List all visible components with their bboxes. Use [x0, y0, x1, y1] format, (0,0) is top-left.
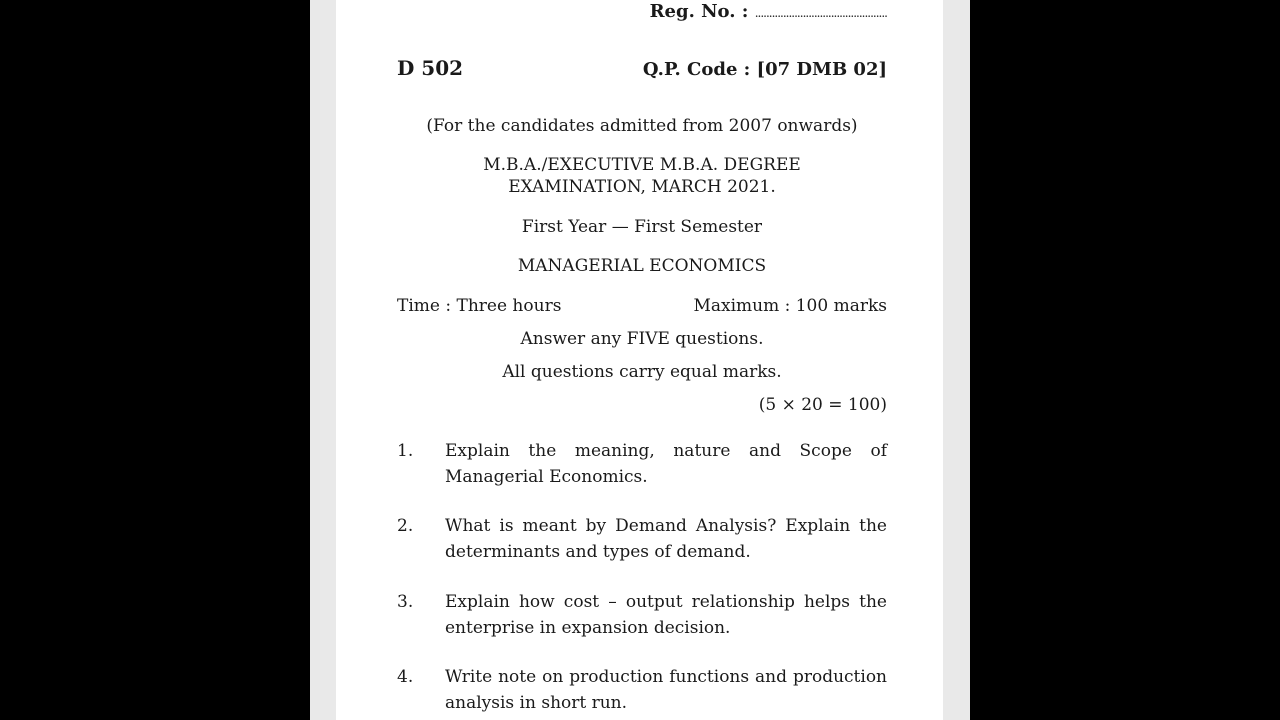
question-number: 1.: [397, 441, 414, 461]
question-4-line2: analysis in short run.: [445, 693, 628, 713]
question-2-line2: determinants and types of demand.: [445, 542, 751, 562]
admission-note: (For the candidates admitted from 2007 onwards): [426, 116, 858, 136]
maximum-marks: Maximum : 100 marks: [693, 296, 887, 316]
question-number: 4.: [397, 667, 414, 687]
degree-title-line1: M.B.A./EXECUTIVE M.B.A. DEGREE: [483, 155, 801, 175]
reg-no-blank: ...............................................: [754, 6, 887, 20]
paper-code: D 502: [397, 56, 464, 80]
reg-no-label: Reg. No. :: [649, 1, 749, 22]
instruction-equal-marks: All questions carry equal marks.: [502, 362, 782, 382]
reg-no-field: [650, 2, 887, 23]
subject-title: MANAGERIAL ECONOMICS: [517, 256, 767, 276]
question-4: [445, 664, 887, 716]
question-4-line1: Write note on production functions and production: [445, 667, 887, 687]
instruction-answer-five: Answer any FIVE questions.: [520, 329, 764, 349]
question-2-line1: What is meant by Demand Analysis? Explain the: [445, 516, 887, 536]
year-semester: First Year — First Semester: [521, 217, 763, 237]
question-2: [445, 513, 887, 565]
question-number: 3.: [397, 592, 414, 612]
exam-duration: Time : Three hours: [397, 296, 562, 316]
question-1: [445, 438, 887, 490]
question-1-line2: Managerial Economics.: [445, 467, 648, 487]
marks-allocation: (5 × 20 = 100): [758, 395, 887, 415]
page-gutter-right: [943, 0, 970, 720]
degree-title-line2: EXAMINATION, MARCH 2021.: [508, 177, 776, 197]
question-3-line1: Explain how cost – output relationship helps the: [445, 592, 887, 612]
qp-code: Q.P. Code : [07 DMB 02]: [642, 59, 887, 80]
question-paper-page: [336, 0, 943, 720]
question-3: [445, 589, 887, 641]
page-gutter-left: [310, 0, 336, 720]
question-number: 2.: [397, 516, 414, 536]
question-1-line1: Explain the meaning, nature and Scope of: [445, 441, 887, 461]
question-3-line2: enterprise in expansion decision.: [445, 618, 731, 638]
